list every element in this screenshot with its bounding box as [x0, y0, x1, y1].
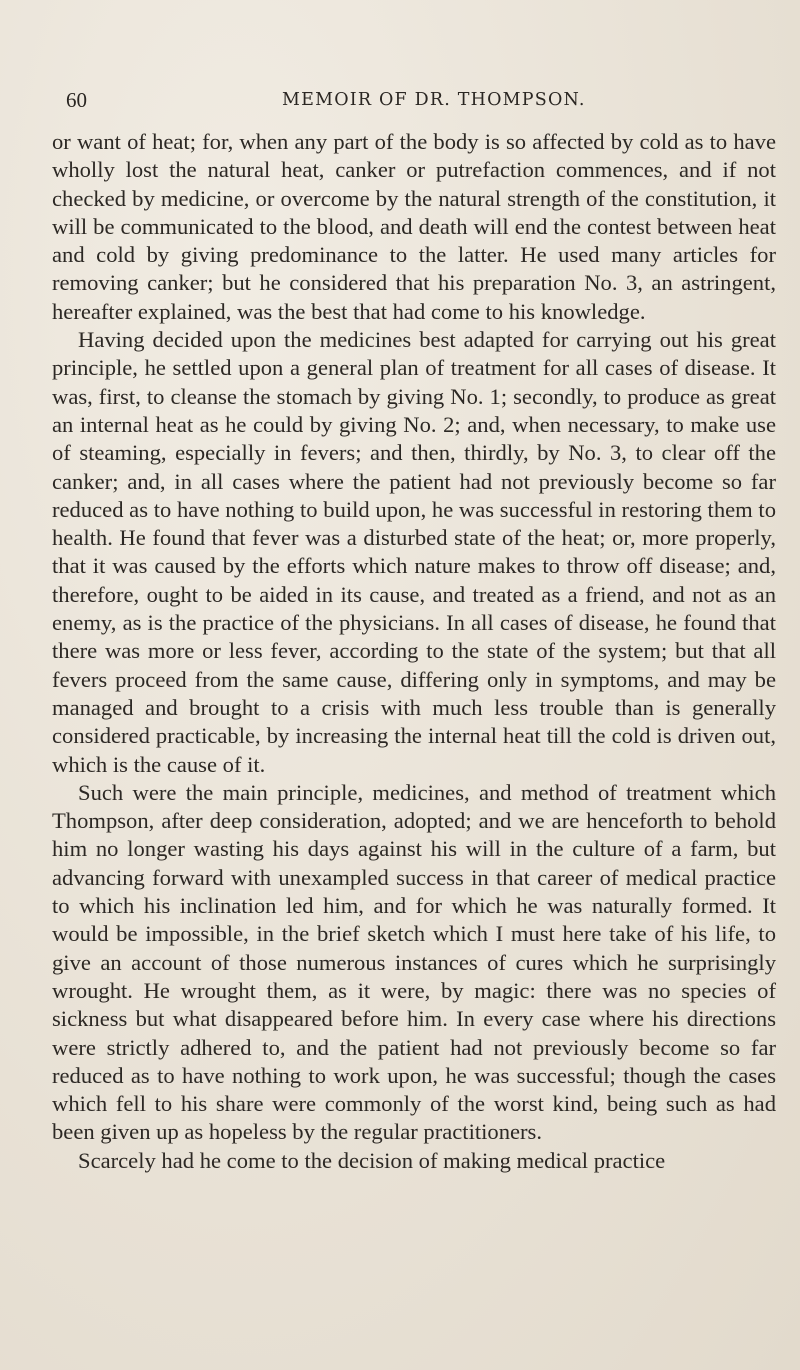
running-title: MEMOIR OF DR. THOMPSON.: [282, 90, 586, 110]
page-number: 60: [66, 88, 87, 112]
paragraph-decision: Scarcely had he come to the decision of making medical practice: [78, 1147, 666, 1173]
body-text: [52, 128, 776, 1175]
running-head: [52, 88, 778, 128]
paragraph-continuation: or want of heat; for, when any part of the body is so affected by cold as to have wholly lost the natural heat, canker or putrefaction commences, and if not checked by medicine, or overcome by the natural strength of the constitution, it will be communicated to the blood, and death will end the contest between heat and cold by giving predominance to the latter. He used many articles for removing canker; but he considered that his preparation No. 3, an astringent, hereafter explained, was the best that had come to his knowledge.: [52, 129, 776, 324]
paragraph-medical-career: Such were the main principle, medicines, and method of treatment which Thompson, after deep consideration, adopted; and we are henceforth to behold him no longer wasting his days against his will in the culture of a farm, but advancing forward with unexampled success in that career of medical practice to which his inclination led him, and for which he was naturally formed. It would be impossible, in the brief sketch which I must here take of his life, to give an account of those numerous instances of cures which he surprisingly wrought. He wrought them, as it were, by magic: there was no species of sickness but what disappeared before him. In every case where his directions were strictly adhered to, and the patient had not previously become so far reduced as to have nothing to work upon, he was successful; though the cases which fell to his share were commonly of the worst kind, being such as had been given up as hopeless by the regular practitioners.: [52, 779, 776, 1145]
paragraph-treatment-plan: Having decided upon the medicines best adapted for carrying out his great principle, he settled upon a general plan of treatment for all cases of disease. It was, first, to cleanse the stomach by giving No. 1; secondly, to produce as great an internal heat as he could by giving No. 2; and, when necessary, to make use of steaming, especially in fevers; and then, thirdly, by No. 3, to clear off the canker; and, in all cases where the patient had not previously become so far reduced as to have nothing to build upon, he was successful in restoring them to health. He found that fever was a disturbed state of the heat; or, more properly, that it was caused by the efforts which nature makes to throw off disease; and, therefore, ought to be aided in its cause, and treated as a friend, and not as an enemy, as is the practice of the physicians. In all cases of disease, he found that there was more or less fever, according to the state of the system; but that all fevers proceed from the same cause, differing only in symptoms, and may be managed and brought to a crisis with much less trouble than is generally considered practicable, by increasing the internal heat till the cold is driven out, which is the cause of it.: [52, 327, 776, 777]
